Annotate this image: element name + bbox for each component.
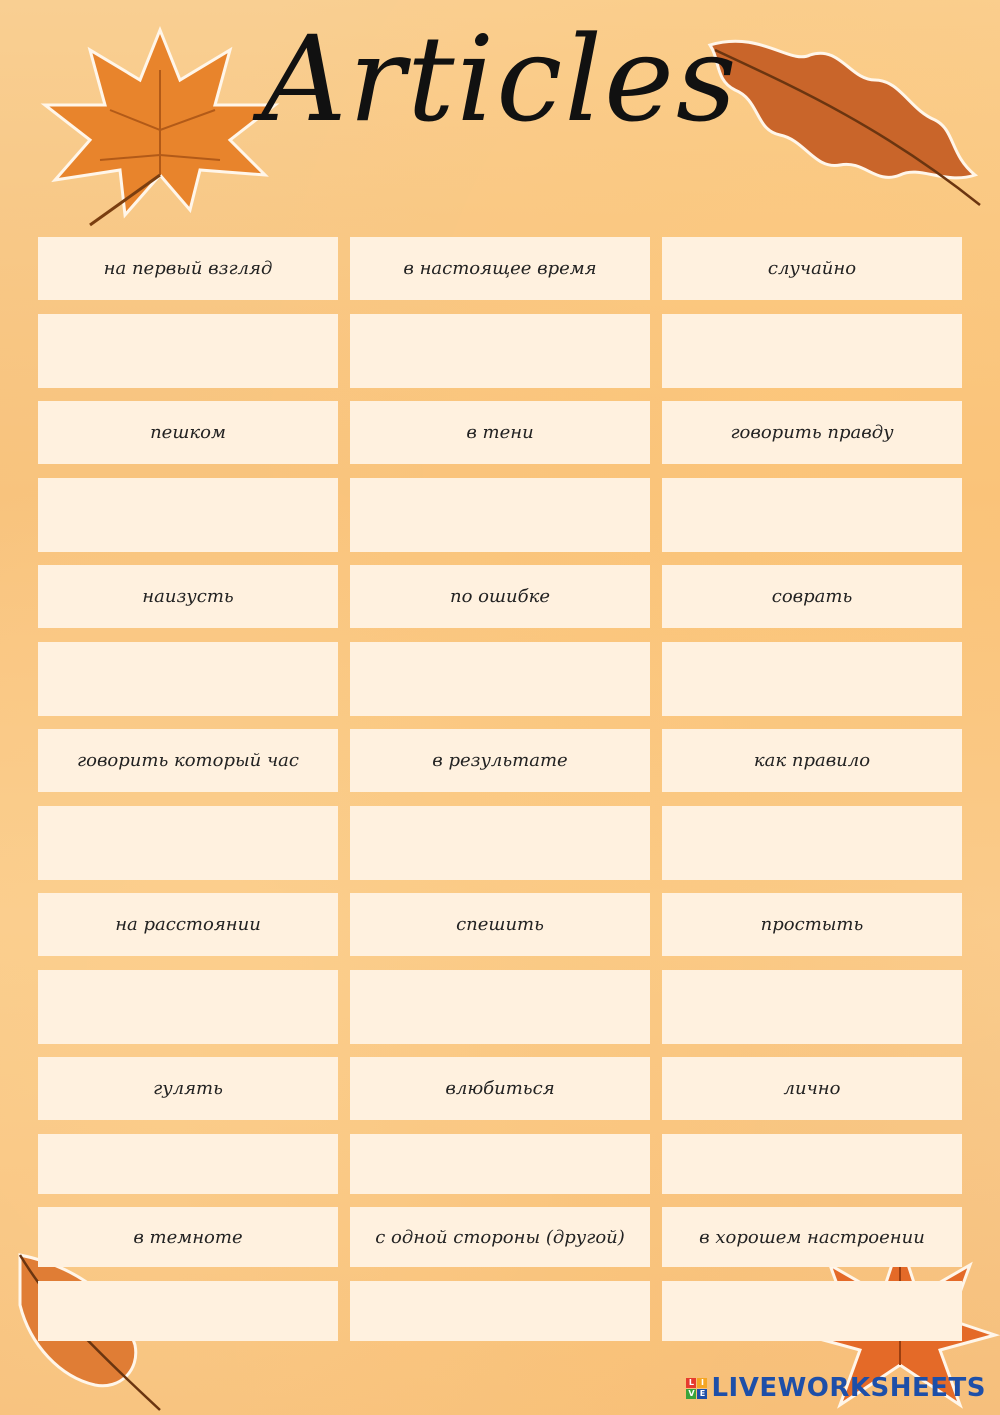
logo-badge-icon	[686, 1378, 707, 1399]
answer-field[interactable]	[662, 642, 962, 716]
answer-field[interactable]	[38, 1281, 338, 1341]
column-3	[662, 237, 962, 1341]
word-cell: в настоящее время	[350, 237, 650, 300]
answer-field[interactable]	[662, 314, 962, 388]
answer-field[interactable]	[350, 642, 650, 716]
word-cell: пешком	[38, 401, 338, 464]
answer-field[interactable]	[350, 1281, 650, 1341]
answer-field[interactable]	[38, 1134, 338, 1194]
word-cell: спешить	[350, 893, 650, 956]
word-cell: с одной стороны (другой)	[350, 1207, 650, 1267]
answer-field[interactable]	[662, 1281, 962, 1341]
answer-field[interactable]	[38, 478, 338, 552]
word-cell: говорить который час	[38, 729, 338, 792]
brand-name: LIVEWORKSHEETS	[711, 1373, 986, 1403]
answer-field[interactable]	[662, 806, 962, 880]
word-cell: в хорошем настроении	[662, 1207, 962, 1267]
column-1	[38, 237, 338, 1341]
word-cell: наизусть	[38, 565, 338, 628]
word-cell: в темноте	[38, 1207, 338, 1267]
word-cell: говорить правду	[662, 401, 962, 464]
word-cell: лично	[662, 1057, 962, 1120]
word-cell: соврать	[662, 565, 962, 628]
vocabulary-grid	[38, 237, 963, 1341]
answer-field[interactable]	[662, 1134, 962, 1194]
word-cell: в результате	[350, 729, 650, 792]
word-cell: на расстоянии	[38, 893, 338, 956]
answer-field[interactable]	[38, 806, 338, 880]
answer-field[interactable]	[38, 642, 338, 716]
answer-field[interactable]	[350, 806, 650, 880]
column-2	[350, 237, 650, 1341]
answer-field[interactable]	[662, 970, 962, 1044]
answer-field[interactable]	[350, 478, 650, 552]
answer-field[interactable]	[350, 1134, 650, 1194]
answer-field[interactable]	[38, 314, 338, 388]
word-cell: простыть	[662, 893, 962, 956]
answer-field[interactable]	[350, 314, 650, 388]
word-cell: по ошибке	[350, 565, 650, 628]
word-cell: в тени	[350, 401, 650, 464]
badge-letter: L	[686, 1378, 696, 1388]
word-cell: на первый взгляд	[38, 237, 338, 300]
word-cell: как правило	[662, 729, 962, 792]
answer-field[interactable]	[350, 970, 650, 1044]
word-cell: случайно	[662, 237, 962, 300]
answer-field[interactable]	[662, 478, 962, 552]
answer-field[interactable]	[38, 970, 338, 1044]
page-title: Articles	[261, 10, 739, 148]
badge-letter: E	[697, 1389, 707, 1399]
liveworksheets-logo	[686, 1373, 986, 1403]
word-cell: гулять	[38, 1057, 338, 1120]
badge-letter: V	[688, 1388, 695, 1398]
word-cell: влюбиться	[350, 1057, 650, 1120]
badge-letter: I	[697, 1378, 707, 1388]
